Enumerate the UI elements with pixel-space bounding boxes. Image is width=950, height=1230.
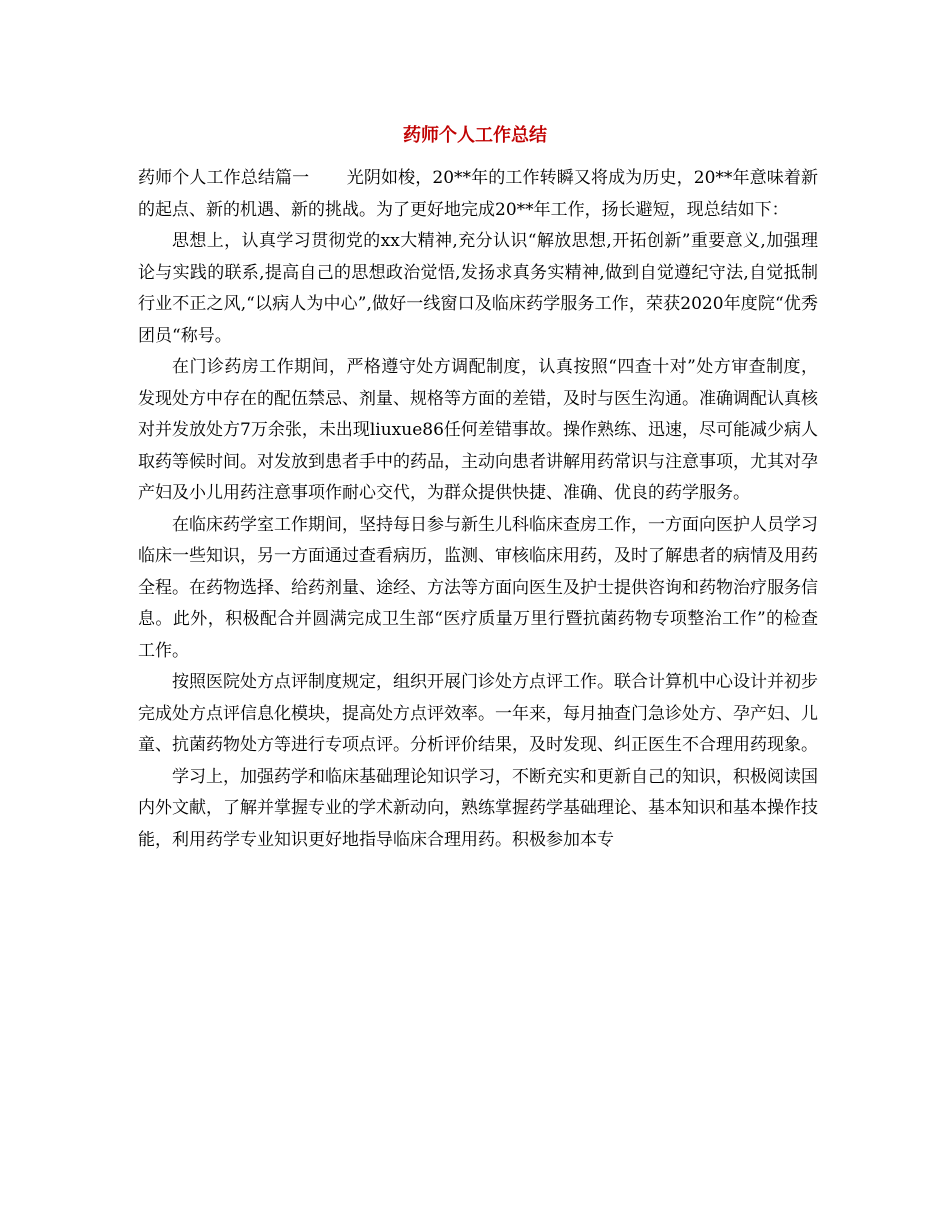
document-body bbox=[138, 163, 818, 856]
intro-heading: 药师个人工作总结篇一 bbox=[138, 168, 310, 188]
paragraph-clinical-pharmacy: 在临床药学室工作期间，坚持每日参与新生儿科临床查房工作，一方面向医护人员学习临床一些知识，另一方面通过查看病历，监测、审核临床用药，及时了解患者的病情及用药全程。在药物选择、给药剂量、途经、方法等方面向医生及护士提供咨询和药物治疗服务信息。此外，积极配合并圆满完成卫生部“医疗质量万里行暨抗菌药物专项整治工作”的检查工作。 bbox=[138, 514, 818, 661]
paragraph-outpatient-pharmacy: 在门诊药房工作期间，严格遵守处方调配制度，认真按照“四查十对”处方审查制度，发现处方中存在的配伍禁忌、剂量、规格等方面的差错，及时与医生沟通。准确调配认真核对并发放处方7万余张，未出现liuxue86任何差错事故。操作熟练、迅速，尽可能减少病人取药等候时间。对发放到患者手中的药品，主动向患者讲解用药常识与注意事项，尤其对孕产妇及小儿用药注意事项作耐心交代，为群众提供快捷、准确、优良的药学服务。 bbox=[138, 357, 818, 503]
intro-text: 光阴如梭，20**年的工作转瞬又将成为历史，20**年意味着新的起点、新的机遇、新的挑战。为了更好地完成20**年工作，扬长避短，现总结如下： bbox=[138, 168, 819, 220]
paragraph-study: 学习上，加强药学和临床基础理论知识学习，不断充实和更新自己的知识，积极阅读国内外文献，了解并掌握专业的学术新动向，熟练掌握药学基础理论、基本知识和基本操作技能，利用药学专业知识更好地指导临床合理用药。积极参加本专 bbox=[138, 766, 818, 850]
intro-paragraph bbox=[138, 163, 818, 226]
paragraph-prescription-review: 按照医院处方点评制度规定，组织开展门诊处方点评工作。联合计算机中心设计并初步完成处方点评信息化模块，提高处方点评效率。一年来，每月抽查门急诊处方、孕产妇、儿童、抗菌药物处方等进行专项点评。分析评价结果，及时发现、纠正医生不合理用药现象。 bbox=[138, 672, 818, 755]
document-title: 药师个人工作总结 bbox=[403, 125, 547, 146]
paragraph-thought: 思想上，认真学习贯彻党的xx大精神,充分认识“解放思想,开拓创新”重要意义,加强理论与实践的联系,提高自己的思想政治觉悟,发扬求真务实精神,做到自觉遵纪守法,自觉抵制行业不正之风,“以病人为中心”,做好一线窗口及临床药学服务工作，荣获2020年度院“优秀团员“称号。 bbox=[138, 231, 818, 346]
